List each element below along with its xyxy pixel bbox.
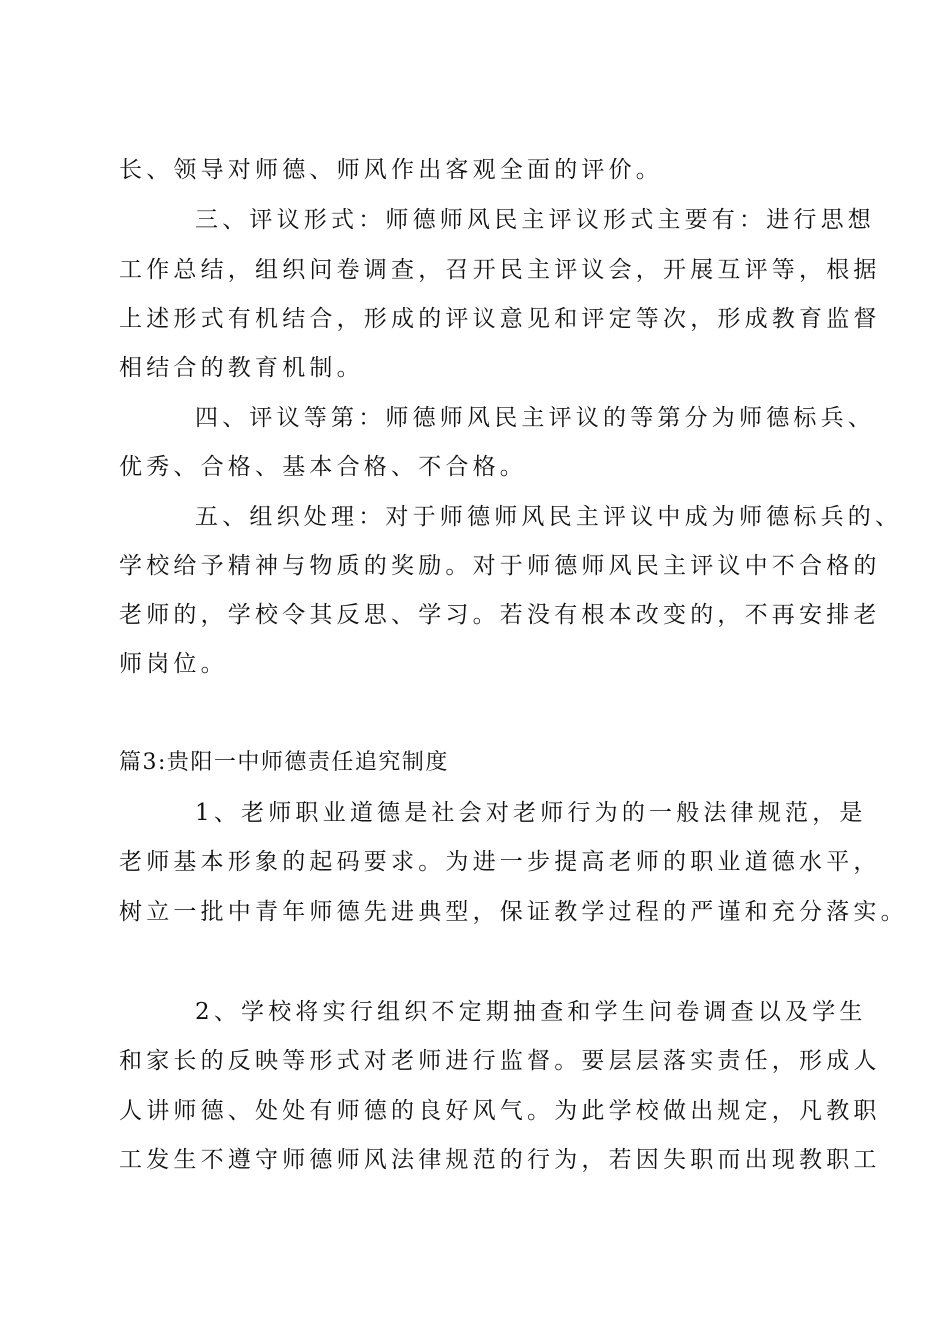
paragraph-line: 工发生不遵守师德师风法律规范的行为，若因失职而出现教职工 <box>119 1147 881 1173</box>
paragraph-line: 工作总结，组织问卷调查，召开民主评议会，开展互评等，根据 <box>119 257 881 283</box>
paragraph-line: 学校给予精神与物质的奖励。对于师德师风民主评议中不合格的 <box>119 553 881 579</box>
paragraph-line: 人讲师德、处处有师德的良好风气。为此学校做出规定，凡教职 <box>119 1098 881 1124</box>
paragraph-line: 老师的，学校令其反思、学习。若没有根本改变的，不再安排老 <box>119 602 881 628</box>
paragraph-line: 长、领导对师德、师风作出客观全面的评价。 <box>119 157 663 183</box>
paragraph-line: 相结合的教育机制。 <box>119 355 364 381</box>
section-heading: 篇3:贵阳一中师德责任追究制度 <box>119 750 449 775</box>
paragraph-line: 树立一批中青年师德先进典型，保证教学过程的严谨和充分落实。 <box>119 899 908 925</box>
section-four-first-line: 四、评议等第：师德师风民主评议的等第分为师德标兵、 <box>195 405 875 431</box>
section-three-first-line: 三、评议形式：师德师风民主评议形式主要有：进行思想 <box>195 207 875 233</box>
section-five-first-line: 五、组织处理：对于师德师风民主评议中成为师德标兵的、 <box>195 504 903 530</box>
paragraph-line: 和家长的反映等形式对老师进行监督。要层层落实责任，形成人 <box>119 1048 881 1074</box>
paragraph-line: 老师基本形象的起码要求。为进一步提高老师的职业道德水平， <box>119 849 881 875</box>
paragraph-line: 师岗位。 <box>119 651 228 677</box>
item-one-first-line: 1、老师职业道德是社会对老师行为的一般法律规范，是 <box>195 800 867 826</box>
paragraph-line: 上述形式有机结合，形成的评议意见和评定等次，形成教育监督 <box>119 306 881 332</box>
paragraph-line: 优秀、合格、基本合格、不合格。 <box>119 454 527 480</box>
item-two-first-line: 2、学校将实行组织不定期抽查和学生问卷调查以及学生 <box>195 999 867 1025</box>
